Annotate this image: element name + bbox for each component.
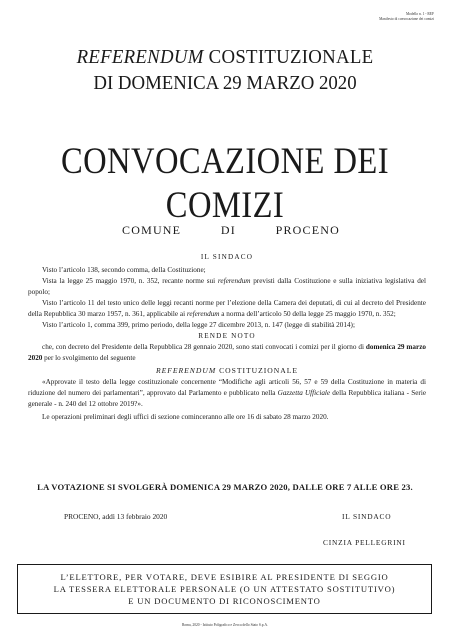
che-text-a: che, con decreto del Presidente della Repubblica 28 gennaio 2020, sono stati convocati i comizi per il giorno di	[42, 343, 366, 351]
form-code-number: Modello n. 1 - REF	[405, 12, 434, 16]
voter-notice-box	[17, 564, 432, 614]
referendum-title-rest: COSTITUZIONALE	[203, 46, 374, 68]
comune-preposition: DI	[220, 223, 236, 237]
form-code	[334, 12, 434, 21]
comune-word: COMUNE	[122, 223, 182, 237]
authority-heading: IL SINDACO	[200, 253, 254, 261]
ref-sub-italic: REFERENDUM	[155, 366, 217, 375]
votazione-announcement: LA VOTAZIONE SI SVOLGERÀ DOMENICA 29 MARZO 2020, DALLE ORE 7 ALLE ORE 23.	[37, 482, 413, 492]
visto2-italic: referendum	[217, 277, 251, 285]
visto3-text-a: Visto l’articolo 11 del testo unico delle leggi recanti norme per l’elezione della Camera dei deputati, di cui al decreto del Presidente della Repubblica 30 marzo 1957, n. 361, applicabile ai	[28, 299, 426, 318]
quesito-text-b: della Repubblica italiana - Serie generale - n. 240 del 12 ottobre 2019?».	[28, 389, 427, 408]
notice-line-2: LA TESSERA ELETTORALE PERSONALE (O UN ATTESTATO SOSTITUTIVO)	[53, 584, 396, 594]
notice-line-1: L’ELETTORE, PER VOTARE, DEVE ESIBIRE AL PRESIDENTE DI SEGGIO	[60, 572, 389, 582]
comune-heading	[122, 223, 340, 238]
che-text-b: per lo svolgimento del seguente	[42, 354, 136, 362]
visto2-text-a: Vista la legge 25 maggio 1970, n. 352, recante norme sui	[42, 277, 218, 285]
che-bold-date: domenica 29 marzo 2020	[28, 343, 426, 362]
document-body	[28, 252, 426, 423]
comune-name: PROCENO	[275, 223, 340, 237]
visto-paragraph-3	[28, 298, 426, 320]
form-code-description: Manifesto di convocazione dei comizi	[379, 16, 434, 21]
signature-role: IL SINDACO	[342, 512, 392, 521]
convocazione-paragraph	[28, 342, 426, 364]
visto-paragraph-2	[28, 276, 426, 298]
rende-noto-heading: RENDE NOTO	[198, 332, 256, 340]
operazioni-paragraph: Le operazioni preliminari degli uffici di sezione cominceranno alle ore 16 di sabato 28 marzo 2020.	[42, 413, 329, 421]
referendum-date-title: DI DOMENICA 29 MARZO 2020	[93, 72, 357, 94]
printer-credit: Roma, 2020 - Istituto Poligrafico e Zecca dello Stato S.p.A.	[182, 623, 268, 627]
quesito-paragraph	[28, 377, 426, 410]
visto2-text-b: previsti dalla Costituzione e sulla iniziativa legislativa del popolo;	[28, 277, 426, 296]
referendum-title	[14, 45, 437, 69]
signature-name: CINZIA PELLEGRINI	[323, 538, 406, 547]
quesito-text-a: «Approvate il testo della legge costituzionale concernente “Modifiche agli articoli 56, 57 e 59 della Costituzione in materia di riduzione del numero dei parlamentari”, approvato dal Parlamento e pubblicato nella	[28, 378, 426, 397]
referendum-title-italic: REFERENDUM	[76, 46, 204, 68]
notice-line-3: E UN DOCUMENTO DI RICONOSCIMENTO	[128, 596, 321, 606]
place-date: PROCENO, addì 13 febbraio 2020	[64, 512, 168, 521]
visto3-italic: referendum	[186, 310, 220, 318]
quesito-italic: Gazzetta Ufficiale	[277, 389, 331, 397]
main-title: CONVOCAZIONE DEI COMIZI	[60, 141, 390, 226]
title-block	[0, 45, 450, 97]
visto-paragraph-1: Visto l’articolo 138, secondo comma, della Costituzione;	[42, 266, 206, 274]
visto3-text-b: a norma dell’articolo 50 della legge 25 maggio 1970, n. 352;	[219, 310, 396, 318]
ref-sub-rest: COSTITUZIONALE	[216, 366, 299, 375]
visto-paragraph-4: Visto l’articolo 1, comma 399, primo periodo, della legge 27 dicembre 2013, n. 147 (legge di stabilità 2014);	[42, 321, 355, 329]
referendum-subheading	[28, 365, 426, 376]
